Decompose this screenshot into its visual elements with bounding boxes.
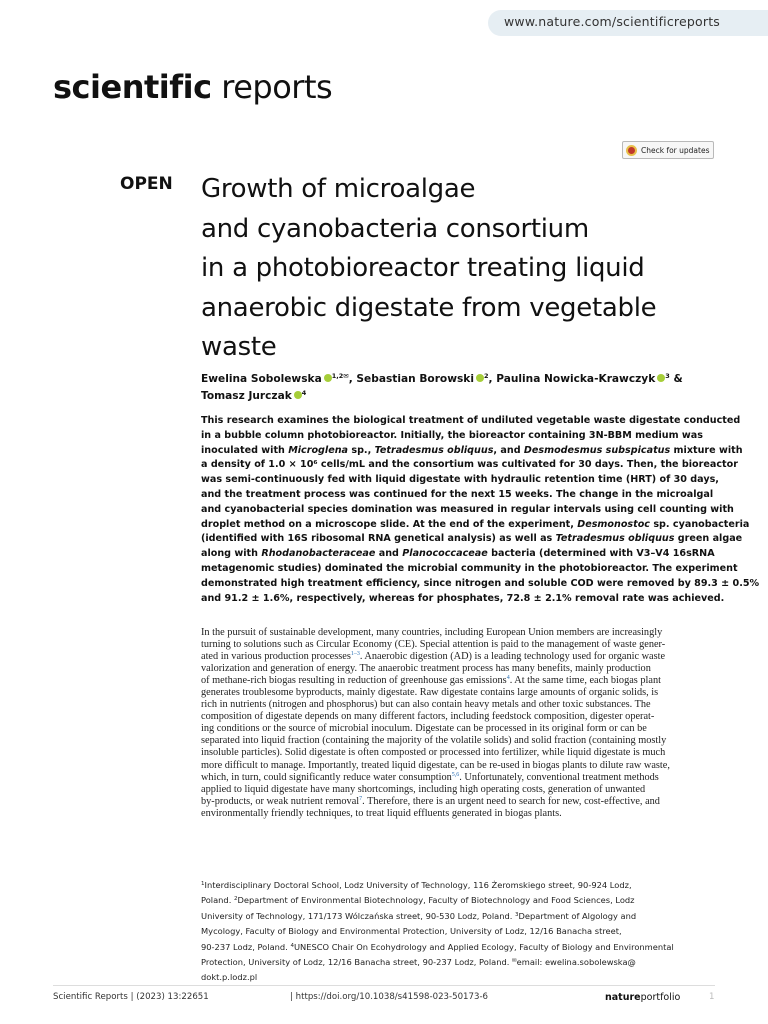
body-line: insoluble particles). Solid digestate is often composted or processed into fertilizer, while liquid digestate is much (201, 747, 666, 759)
logo-bold-text: scientific (53, 68, 212, 106)
footer-journal-citation: Scientific Reports | (2023) 13:22651 (53, 992, 209, 1002)
abstract-line: This research examines the biological treatment of undiluted vegetable waste digestate conducted (201, 415, 741, 426)
citation-link[interactable]: 4 (506, 675, 510, 682)
top-bar (0, 0, 768, 36)
abstract-line: inoculated with Microglena sp., Tetradesmus obliquus, and Desmodesmus subspicatus mixture with (201, 444, 743, 456)
author-separator: , (348, 373, 357, 385)
title-line: and cyanobacteria consortium (201, 213, 589, 244)
citation-link[interactable]: 1–3 (350, 651, 360, 658)
check-for-updates-button[interactable] (622, 141, 714, 159)
author-name[interactable]: Tomasz Jurczak (201, 390, 292, 402)
abstract-line: and 91.2 ± 1.6%, respectively, whereas for phosphates, 72.8 ± 2.1% removal rate was achieved. (201, 592, 725, 604)
species-name: Microglena (288, 444, 349, 456)
orcid-icon[interactable] (324, 374, 332, 382)
journal-logo[interactable] (53, 68, 332, 106)
author-affiliation-marker: 2 (483, 372, 489, 380)
author-name[interactable]: Ewelina Sobolewska (201, 373, 322, 385)
citation-link[interactable]: 5,6 (451, 771, 460, 778)
body-line: applied to liquid digestate have many shortcomings, including high operating costs, generation of unwanted (201, 783, 646, 795)
abstract-line: metagenomic studies) dominated the microbial community in the photobioreactor. The experiment (201, 562, 738, 574)
body-line: valorization and generation of energy. The anaerobic treatment process has many benefits, mainly production (201, 663, 651, 675)
title-line: Growth of microalgae (201, 174, 476, 204)
species-name: Tetradesmus obliquus (555, 533, 675, 545)
abstract-line: (identified with 16S ribosomal RNA genetical analysis) as well as Tetradesmus obliquus green algae (201, 533, 743, 545)
body-line: In the pursuit of sustainable development, many countries, including European Union members are increasingly (201, 627, 663, 638)
abstract-line: in a bubble column photobioreactor. Initially, the bioreactor containing 3N-BBM medium was (201, 429, 703, 441)
affiliation-line: $^1$Interdisciplinary Doctoral School, Lodz University of Technology, 116 Żeromskiego street, 90-924 Lodz, (201, 880, 632, 890)
species-name: Desmodesmus subspicatus (523, 444, 671, 456)
article-title (201, 170, 741, 368)
abstract (201, 414, 760, 606)
body-text (201, 627, 721, 820)
body-line: by-products, or weak nutrient removal$^7$. Therefore, there is an urgent need to search for new, cost-effective, and (201, 795, 660, 807)
author-ampersand: & (669, 373, 683, 385)
page-number: 1 (709, 992, 715, 1002)
species-name: Planococcaceae (402, 548, 488, 560)
title-line: waste (201, 332, 277, 362)
affiliation-line: Protection, University of Lodz, 12/16 Banacha street, 90-237 Lodz, Poland. ✉email: ewelina.sobolewska@ (201, 957, 636, 968)
species-name: Rhodanobacteraceae (261, 548, 376, 560)
body-line: turning to solutions such as Circular Economy (CE). Special attention is paid to the management of waste gener- (201, 639, 666, 651)
footer-doi-link[interactable]: | https://doi.org/10.1038/s41598-023-50173-6 (290, 992, 489, 1002)
affiliation-line: Poland. $^2$Department of Environmental Biotechnology, Faculty of Biotechnology and Food Sciences, Lodz (201, 895, 635, 906)
orcid-icon[interactable] (294, 391, 302, 399)
body-line: rich in nutrients (nitrogen and phosphorus) but can also contain heavy metals and other toxic substances. The (201, 699, 651, 711)
affiliation-line: University of Technology, 171/173 Wólczańska street, 90-530 Lodz, Poland. $^3$Department of Algology and (201, 910, 637, 921)
affiliation-line[interactable]: dokt.p.lodz.pl (201, 972, 258, 983)
body-line: more difficult to manage. Importantly, treated liquid digestate, can be re-used in biogas plants to dilute raw waste, (201, 759, 670, 771)
abstract-line: a density of 1.0 × 10⁶ cells/mL and the consortium was cultivated for 30 days. Then, the bioreactor (201, 459, 738, 471)
author-affiliation-marker: 4 (301, 389, 307, 397)
affiliation-line: Mycology, Faculty of Biology and Environmental Protection, University of Lodz, 12/16 Banacha street, (201, 926, 622, 937)
author-separator: , (488, 373, 497, 385)
author-name[interactable]: Sebastian Borowski (356, 373, 474, 385)
body-line: generates troublesome byproducts, mainly digestate. Raw digestate contains large amounts of organic solids, is (201, 687, 659, 699)
title-line: anaerobic digestate from vegetable (201, 292, 657, 323)
species-name: Tetradesmus obliquus (374, 444, 494, 456)
author-affiliation-marker: 3 (665, 372, 670, 380)
nature-portfolio-logo: natureportfolio (605, 992, 681, 1003)
citation-link[interactable]: 7 (359, 795, 363, 802)
crossmark-icon (626, 145, 637, 156)
author-list (201, 371, 721, 405)
title-line: in a photobioreactor treating liquid (201, 253, 645, 283)
affiliations (201, 878, 721, 986)
logo-light-text: reports (221, 68, 333, 106)
open-access-label: OPEN (120, 174, 173, 194)
check-for-updates-label: Check for updates (641, 145, 710, 155)
affiliation-line: 90-237 Lodz, Poland. $^4$UNESCO Chair On Ecohydrology and Applied Ecology, Faculty of Biology and Environmental (201, 941, 674, 952)
body-line: environmentally friendly techniques, to treat liquid effluents generated in biogas plants. (201, 807, 562, 819)
body-line: of methane-rich biogas resulting in reduction of greenhouse gas emissions$^4$. At the same time, each biogas plant (201, 675, 661, 687)
abstract-line: along with Rhodanobacteraceae and Planococcaceae bacteria (determined with V3–V4 16sRNA (201, 548, 715, 560)
abstract-line: was semi-continuously fed with liquid digestate with hydraulic retention time (HRT) of 30 days, (201, 474, 719, 486)
journal-url[interactable]: www.nature.com/scientificreports (504, 14, 721, 29)
author-name[interactable]: Paulina Nowicka-Krawczyk (496, 373, 656, 385)
footer-divider (53, 985, 715, 986)
orcid-icon[interactable] (476, 374, 484, 382)
abstract-line: and the treatment process was continued for the next 15 weeks. The change in the microalgal (201, 488, 714, 500)
abstract-line: droplet method on a microscope slide. At the end of the experiment, Desmonostoc sp. cyanobacteria (201, 518, 750, 530)
body-line: composition of digestate depends on many different factors, including feedstock composition, digester operat- (201, 711, 655, 723)
body-line: which, in turn, could significantly reduce water consumption$^{5,6}$. Unfortunately, conventional treatment methods (201, 771, 659, 783)
body-line: separated into liquid fraction (containing the majority of the volatile solids) and solid fraction (containing mostly (201, 735, 667, 747)
email-icon: ✉ (512, 958, 517, 965)
email-link[interactable]: email: ewelina.sobolewska@ (516, 957, 636, 968)
body-line: ated in various production processes$^{1-3}$. Anaerobic digestion (AD) is a leading technology used for organic waste (201, 651, 666, 663)
author-affiliation-marker: 1,2✉ (331, 372, 349, 380)
abstract-line: demonstrated high treatment efficiency, since nitrogen and soluble COD were removed by 89.3 ± 0.5% (201, 577, 760, 589)
body-line: ing conditions or the source of microbial inoculum. Digestate can be processed in its original form or can be (201, 723, 647, 735)
species-name: Desmonostoc (577, 518, 650, 530)
abstract-line: and cyanobacterial species domination was measured in regular intervals using cell counting with (201, 503, 734, 515)
